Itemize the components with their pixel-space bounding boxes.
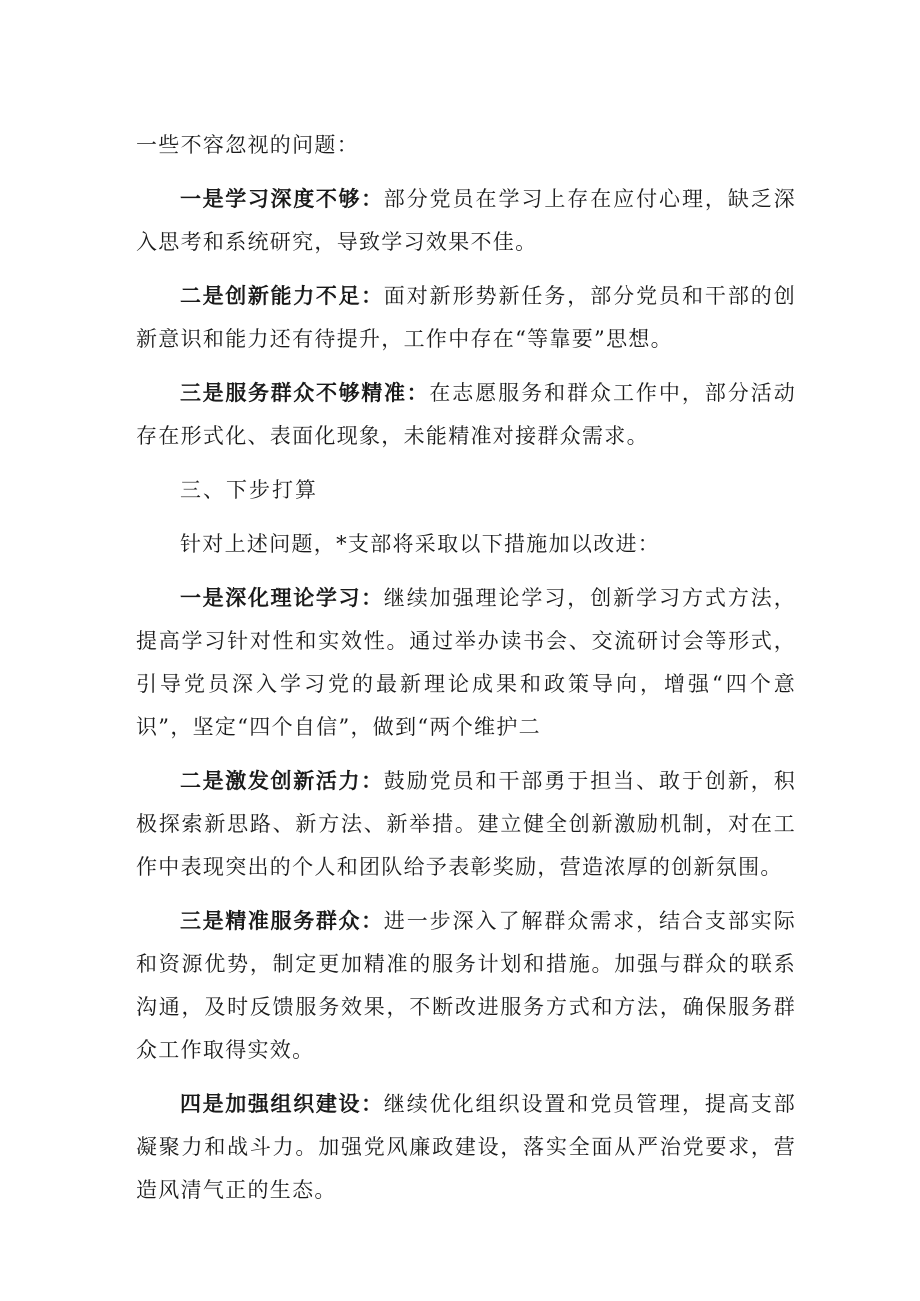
measure-3-text: 进一步深入了解群众需求，结合支部实际和资源优势，制定更加精准的服务计划和措施。加强与群众的联系沟通，及时反馈服务效果，不断改进服务方式和方法，确保服务群众工作取得实效。 <box>136 909 796 1062</box>
intro-line: 一些不容忽视的问题： <box>136 133 359 157</box>
measure-3-lead: 三是精准服务群众： <box>180 909 384 933</box>
measures-intro: 针对上述问题，*支部将采取以下措施加以改进： <box>180 532 661 556</box>
measure-paragraph-3 <box>136 900 796 1072</box>
measure-paragraph-1 <box>136 577 796 749</box>
problem-1-text: 部分党员在学习上存在应付心理，缺乏深入思考和系统研究，导致学习效果不佳。 <box>136 187 796 254</box>
measure-paragraph-4 <box>136 1083 796 1212</box>
problem-paragraph-2 <box>136 275 796 361</box>
measure-1-lead: 一是深化理论学习： <box>180 586 384 610</box>
measure-paragraph-2 <box>136 760 796 889</box>
problem-paragraph-3 <box>136 372 796 458</box>
section-heading: 三、下步打算 <box>180 478 318 502</box>
measure-1-text: 继续加强理论学习，创新学习方式方法，提高学习针对性和实效性。通过举办读书会、交流研讨会等形式，引导党员深入学习党的最新理论成果和政策导向，增强“四个意识”，坚定“四个自信”，做到“两个维护二 <box>136 586 796 739</box>
problem-2-lead: 二是创新能力不足： <box>180 284 384 308</box>
document-body <box>136 124 796 1212</box>
measure-4-text: 继续优化组织设置和党员管理，提高支部凝聚力和战斗力。加强党风廉政建设，落实全面从严治党要求，营造风清气正的生态。 <box>136 1092 796 1202</box>
problem-3-text: 在志愿服务和群众工作中，部分活动存在形式化、表面化现象，未能精准对接群众需求。 <box>136 381 796 448</box>
problem-paragraph-1 <box>136 178 796 264</box>
problem-2-text: 面对新形势新任务，部分党员和干部的创新意识和能力还有待提升，工作中存在“等靠要”思想。 <box>136 284 796 351</box>
problem-3-lead: 三是服务群众不够精准： <box>180 381 430 405</box>
measure-2-text: 鼓励党员和干部勇于担当、敢于创新，积极探索新思路、新方法、新举措。建立健全创新激励机制，对在工作中表现突出的个人和团队给予表彰奖励，营造浓厚的创新氛围。 <box>136 769 796 879</box>
measure-4-lead: 四是加强组织建设： <box>180 1092 384 1116</box>
measure-2-lead: 二是激发创新活力： <box>180 769 384 793</box>
problem-1-lead: 一是学习深度不够： <box>180 187 384 211</box>
